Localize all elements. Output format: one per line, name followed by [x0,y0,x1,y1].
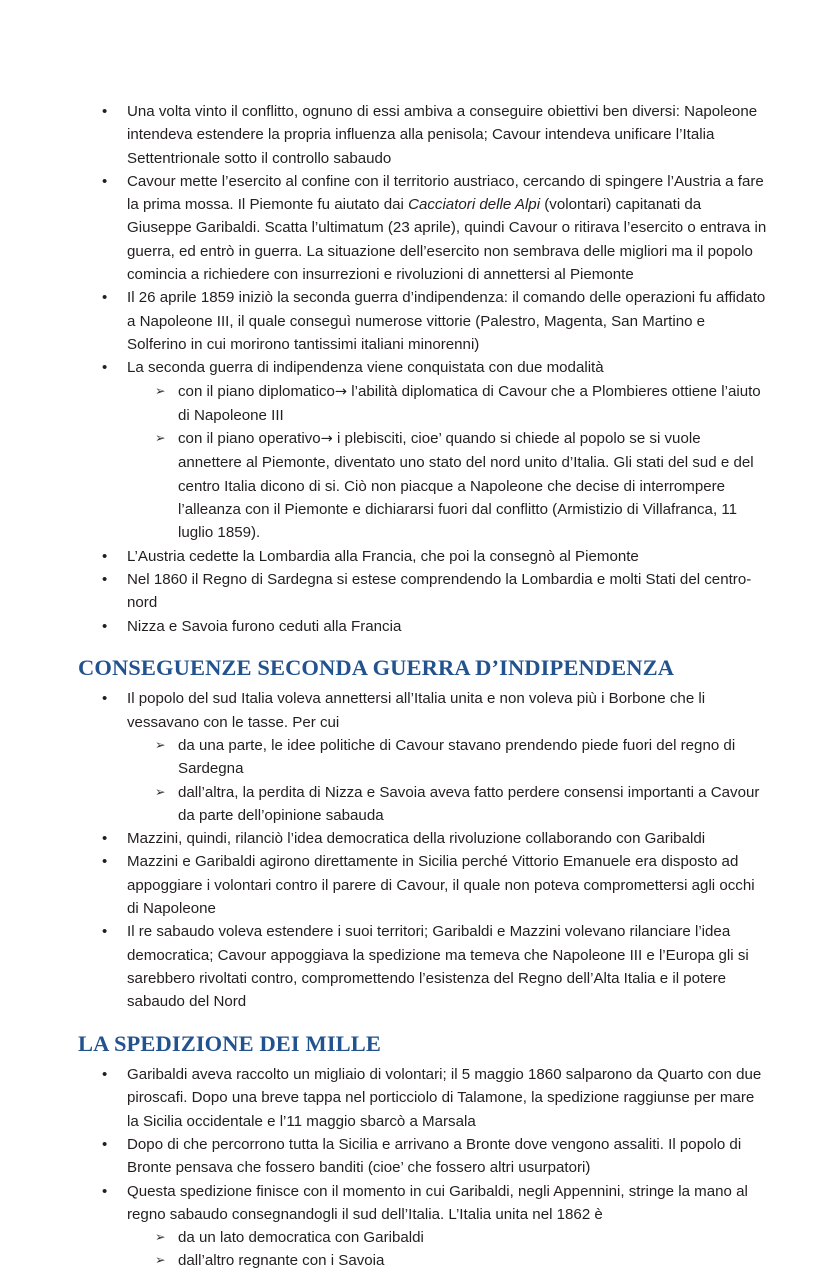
list-item [78,286,768,356]
bullet-text: • La seconda guerra di indipendenza viene conquistata con due modalità [127,356,768,379]
bullet-text: • Questa spedizione finisce con il momento in cui Garibaldi, negli Appennini, stringe la mano al regno sabaudo consegnandogli il sud dell’Italia. L’Italia unita nel 1862 è [127,1180,768,1227]
list-item [78,356,768,379]
bullet-text: • Mazzini, quindi, rilanciò l’idea democratica della rivoluzione collaborando con Garibaldi [127,827,768,850]
list-item [78,615,768,638]
sub-list-item [78,427,768,544]
bullet-text: • Nizza e Savoia furono ceduti alla Francia [127,615,768,638]
list-item [78,1180,768,1227]
italic-phrase: Cacciatori delle Alpi [408,196,541,214]
list-item [78,687,768,734]
bullet-text: • Una volta vinto il conflitto, ognuno di essi ambiva a conseguire obiettivi ben diversi: Napoleone intendeva estendere la propria influenza alla penisola; Cavour intendeva unificare l’Italia Settentrionale sotto il controllo sabaudo [127,100,768,170]
content-list-conseguenze [78,687,768,734]
sub-list-item [78,1226,768,1249]
list-item [78,850,768,920]
list-item [78,1063,768,1133]
sub-bullet-text: ➢ dall’altra, la perdita di Nizza e Savoia aveva fatto perdere consensi importanti a Cavour da parte dell’opinione sabauda [178,781,768,828]
sub-text-part1: con il piano operativo [178,430,321,448]
sub-bullet-text: ➢ dall’altro regnante con i Savoia [178,1249,768,1272]
bullet-text: • Garibaldi aveva raccolto un migliaio di volontari; il 5 maggio 1860 salparono da Quarto con due piroscafi. Dopo una breve tappa nel porticciolo di Talamone, la spedizione raggiunse per mare la Sicilia occidentale e l’11 maggio sbarcò a Marsala [127,1063,768,1133]
list-item [78,170,768,286]
sub-list-item [78,380,768,428]
sub-bullet-text [178,380,768,428]
right-arrow-icon: → [320,431,333,448]
sub-list-spedizione [78,1226,768,1273]
section-heading-conseguenze: CONSEGUENZE SECONDA GUERRA D’INDIPENDENZA [78,654,675,680]
sub-bullet-text [178,427,768,544]
content-list-spedizione [78,1063,768,1226]
bullet-text: • Mazzini e Garibaldi agirono direttamente in Sicilia perché Vittorio Emanuele era disposto ad appoggiare i volontari contro il parere di Cavour, il quale non poteva compromettersi agli occhi di Napoleone [127,850,768,920]
sub-text-part2: i plebisciti, cioe’ quando si chiede al popolo se si vuole annettere al Piemonte, diventato uno stato del nord unito d’Italia. Gli stati del sud e del centro Italia dicono di si. Ciò non piacque a Napoleone che decise di interrompere l’alleanza con il Piemonte e dichiararsi fuori dal conflitto (Armistizio di Villafranca, 11 luglio 1859). [178,430,754,542]
list-item [78,1133,768,1180]
list-item [78,100,768,170]
sub-list-modalita [78,380,768,545]
bullet-text-part2: (volontari) capitanati da Giuseppe Garibaldi. Scatta l’ultimatum (23 aprile), quindi Cavour o ritirava l’esercito o entrava in guerra, ed entrò in guerra. La situazione dell’esercito non sembrava delle migliori ma il popolo comincia a richiedere con insurrezioni e rivoluzioni di annettersi al Piemonte [127,196,767,284]
sub-list-conseguenze [78,734,768,827]
sub-list-item [78,781,768,828]
sub-list-item [78,1249,768,1272]
list-item [78,920,768,1013]
bullet-text: • Il popolo del sud Italia voleva annettersi all’Italia unita e non voleva più i Borbone che li vessavano con le tasse. Per cui [127,687,768,734]
sub-text-part2: l’abilità diplomatica di Cavour che a Plombieres ottiene l’aiuto di Napoleone III [178,382,761,424]
list-item [78,568,768,615]
bullet-text-part1: Cavour mette l’esercito al confine con il territorio austriaco, cercando di spingere l’Austria a fare la prima mossa. Il Piemonte fu aiutato dai [127,172,764,214]
sub-text-part1: con il piano diplomatico [178,382,335,400]
bullet-text: • Nel 1860 il Regno di Sardegna si estese comprendendo la Lombardia e molti Stati del centro-nord [127,568,768,615]
content-list-top-continued [78,545,768,638]
bullet-text: • Dopo di che percorrono tutta la Sicilia e arrivano a Bronte dove vengono assaliti. Il popolo di Bronte pensava che fossero banditi (cioe’ che fossero altri usurpatori) [127,1133,768,1180]
content-list-conseguenze-continued [78,827,768,1013]
bullet-text: • Il re sabaudo voleva estendere i suoi territori; Garibaldi e Mazzini volevano rilanciare l’idea democratica; Cavour appoggiava la spedizione ma temeva che Napoleone III e l’Europa gli si sarebbero rivoltati contro, compromettendo l’esistenza del Regno dell’Alta Italia e il potere sabaudo del Nord [127,920,768,1013]
list-item [78,545,768,568]
right-arrow-icon: → [334,383,348,400]
list-item [78,827,768,850]
sub-bullet-text: ➢ da una parte, le idee politiche di Cavour stavano prendendo piede fuori del regno di Sardegna [178,734,768,781]
content-list-top [78,100,768,380]
section-heading-spedizione: LA SPEDIZIONE DEI MILLE [78,1030,382,1056]
bullet-text [127,170,768,286]
sub-bullet-text: ➢ da un lato democratica con Garibaldi [178,1226,768,1249]
sub-list-item [78,734,768,781]
bullet-text: • L’Austria cedette la Lombardia alla Francia, che poi la consegnò al Piemonte [127,545,768,568]
bullet-text: • Il 26 aprile 1859 iniziò la seconda guerra d’indipendenza: il comando delle operazioni fu affidato a Napoleone III, il quale conseguì numerose vittorie (Palestro, Magenta, San Martino e Solferino in cui morirono tantissimi italiani minorenni) [127,286,768,356]
